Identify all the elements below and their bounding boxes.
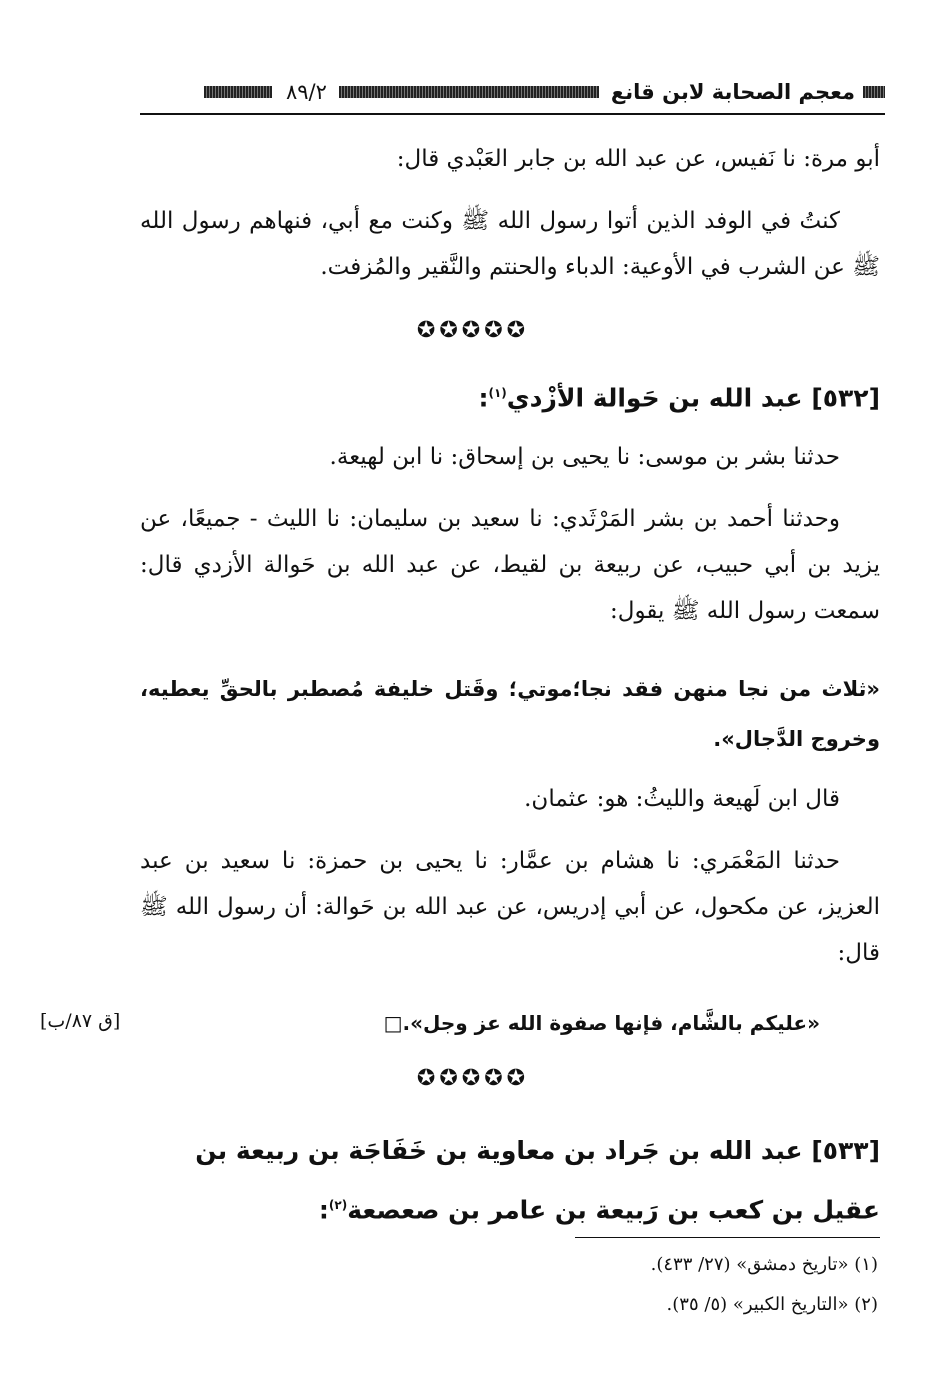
footnote-marker: (١) xyxy=(488,386,507,400)
header-divider xyxy=(140,113,885,115)
running-header xyxy=(140,72,885,112)
paragraph-narration-chain: أبو مرة: نا نَفيس، عن عبد الله بن جابر العَبْدي قال: xyxy=(396,146,880,172)
paragraph-hadith-text: كنتُ في الوفد الذين أتوا رسول الله ﷺ وكنت مع أبي، فنهاهم رسول الله ﷺ عن الشرب في الأوعية: الدباء والحنتم والنَّقير والمُزفت. xyxy=(140,208,880,280)
paragraph-comment: قال ابن لَهيعة والليثُ: هو: عثمان. xyxy=(524,786,840,812)
paragraph-narration-chain: حدثنا بشر بن موسى: نا يحيى بن إسحاق: نا ابن لهيعة. xyxy=(329,444,840,470)
entry-colon: : xyxy=(318,1195,329,1225)
footnote-divider xyxy=(575,1237,880,1238)
footnote-1: (١) «تاريخ دمشق» (٢٧/ ٤٣٣). xyxy=(650,1254,878,1275)
header-ornament-bar xyxy=(339,86,599,98)
paragraph-narration-chain: وحدثنا أحمد بن بشر المَرْثَدي: نا سعيد بن سليمان: نا الليث - جميعًا، عن يزيد بن أبي حبيب، عن ربيعة بن لقيط، عن عبد الله بن حَوالة الأزدي قال: سمعت رسول الله ﷺ يقول: xyxy=(140,506,880,624)
header-ornament-bar xyxy=(863,86,885,98)
manuscript-folio-reference: [ق ٨٧/ب] xyxy=(40,1010,121,1032)
book-title: معجم الصحابة لابن قانع xyxy=(610,80,855,104)
section-separator-stars: ✪✪✪✪✪ xyxy=(416,1066,530,1091)
paragraph-narration-chain: حدثنا المَعْمَري: نا هشام بن عمَّار: نا يحيى بن حمزة: نا سعيد بن عبد العزيز، عن مكحول، عن أبي إدريس، عن عبد الله بن حَوالة: أن رسول الله ﷺ قال: xyxy=(140,848,880,966)
entry-colon: : xyxy=(478,383,489,413)
entry-title: [٥٣٣] عبد الله بن جَراد بن معاوية بن خَفَاجَة بن ربيعة بن عقيل بن كعب بن رَبيعة بن عامر بن صعصعة xyxy=(195,1136,880,1225)
footnote-2: (٢) «التاريخ الكبير» (٥/ ٣٥). xyxy=(666,1294,878,1315)
header-ornament-bar xyxy=(204,86,272,98)
hadith-quote: «عليكم بالشَّام، فإنها صفوة الله عز وجل».□ xyxy=(383,1011,820,1035)
page-number: ٨٩/٢ xyxy=(285,80,327,104)
footnote-marker: (٢) xyxy=(328,1198,348,1212)
section-separator-stars: ✪✪✪✪✪ xyxy=(416,318,530,343)
entry-heading-532 xyxy=(478,370,880,421)
hadith-quote: «ثلاث من نجا منهن فقد نجا؛موتي؛ وقَتل خليفة مُصطبر بالحقِّ يعطيه، وخروج الدَّجال». xyxy=(140,677,880,751)
entry-title: [٥٣٢] عبد الله بن حَوالة الأزْدي xyxy=(506,383,880,413)
entry-heading-533 xyxy=(140,1124,880,1237)
